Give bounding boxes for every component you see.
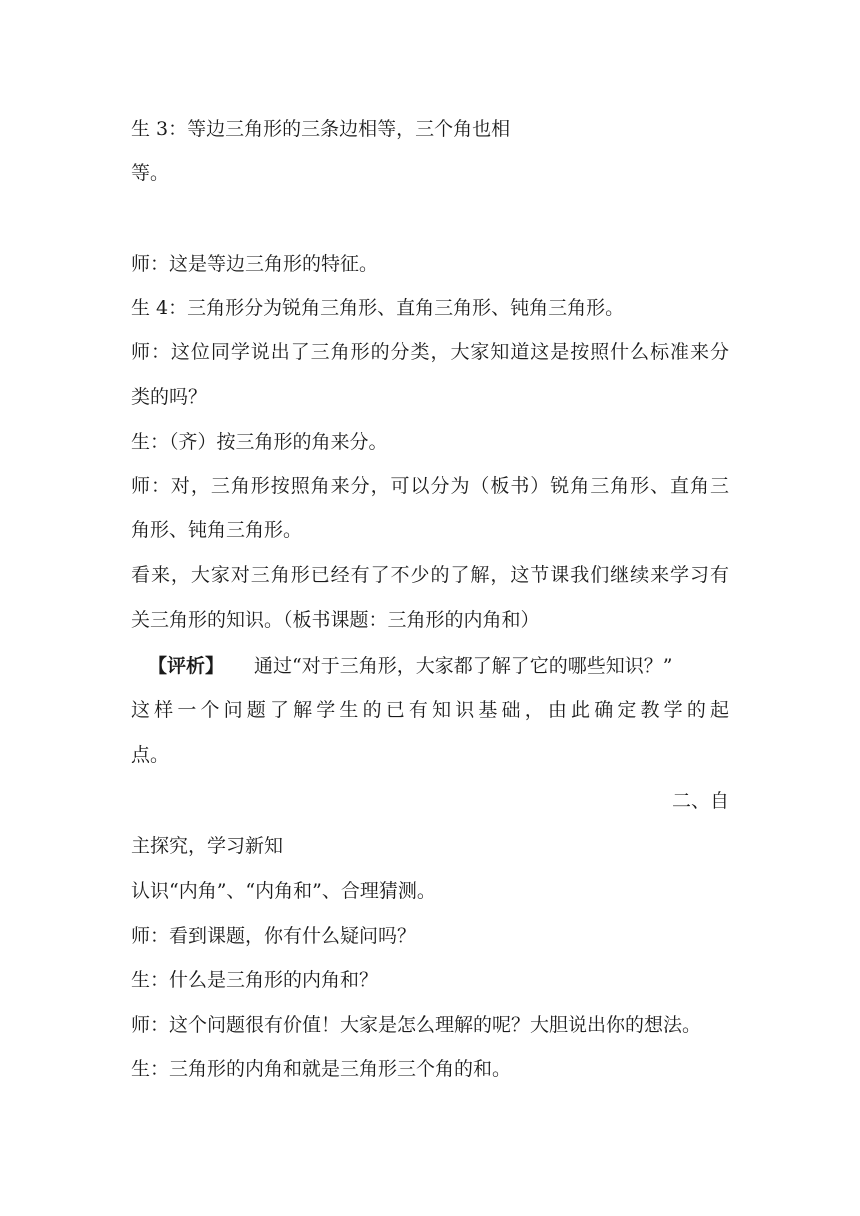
analysis-text: 通过“对于三角形，大家都了解了它的哪些知识？” bbox=[254, 655, 673, 677]
analysis-label: 【评析】 bbox=[148, 655, 225, 677]
paragraph-line: 关三角形的知识。（板书课题：三角形的内角和） bbox=[131, 609, 540, 631]
paragraph-line: 生：（齐）按三角形的角来分。 bbox=[131, 431, 388, 453]
paragraph-line: 师：这位同学说出了三角形的分类，大家知道这是按照什么标准来分 bbox=[131, 341, 729, 363]
paragraph-line: 看来，大家对三角形已经有了不少的了解，这节课我们继续来学习有 bbox=[131, 564, 729, 586]
paragraph-line: 师：这是等边三角形的特征。 bbox=[131, 253, 379, 275]
paragraph-line: 生：什么是三角形的内角和？ bbox=[131, 969, 379, 991]
paragraph-line: 生：三角形的内角和就是三角形三个角的和。 bbox=[131, 1058, 512, 1080]
section-heading-part: 主探究，学习新知 bbox=[131, 835, 284, 857]
section-heading-part: 二、自 bbox=[671, 790, 729, 812]
paragraph-line: 生 3：等边三角形的三条边相等，三个角也相 bbox=[131, 118, 511, 140]
paragraph-line: 师：这个问题很有价值！大家是怎么理解的呢？大胆说出你的想法。 bbox=[131, 1014, 702, 1036]
paragraph-line: 师：看到课题，你有什么疑问吗？ bbox=[131, 925, 417, 947]
paragraph-line: 师：对，三角形按照角来分，可以分为（板书）锐角三角形、直角三 bbox=[131, 475, 729, 497]
analysis-first-line bbox=[148, 654, 672, 678]
paragraph-line: 认识“内角”、“内角和”、合理猜测。 bbox=[131, 880, 436, 902]
paragraph-line: 角形、钝角三角形。 bbox=[131, 519, 303, 541]
paragraph-line: 类的吗？ bbox=[131, 386, 208, 408]
paragraph-line: 生 4：三角形分为锐角三角形、直角三角形、钝角三角形。 bbox=[131, 297, 625, 319]
paragraph-line: 等。 bbox=[131, 162, 170, 184]
analysis-line: 这样一个问题了解学生的已有知识基础，由此确定教学的起 bbox=[131, 699, 729, 721]
analysis-line: 点。 bbox=[131, 744, 170, 766]
